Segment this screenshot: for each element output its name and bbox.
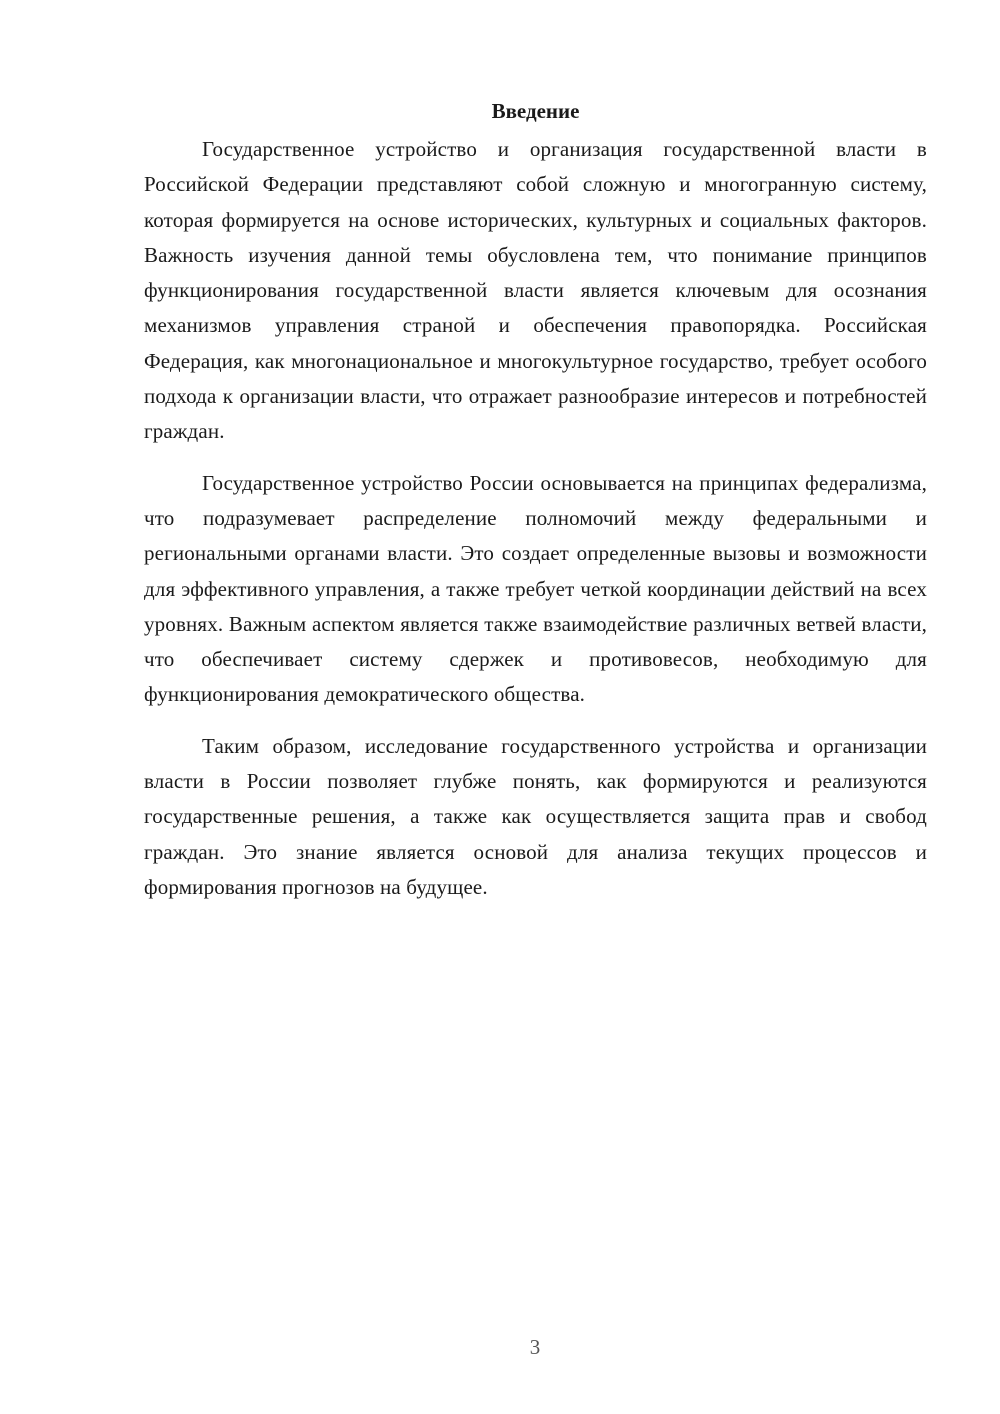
page-number: 3 bbox=[529, 1335, 541, 1359]
page-content bbox=[144, 96, 927, 921]
paragraph-3: Таким образом, исследование государственного устройства и организации власти в России позволяет глубже понять, как формируются и реализуются государственные решения, а также как осуществляется защита прав и свобод граждан. Это знание является основой для анализа текущих процессов и формирования прогнозов на будущее. bbox=[144, 733, 927, 899]
paragraph-2: Государственное устройство России основывается на принципах федерализма, что подразумевает распределение полномочий между федеральными и региональными органами власти. Это создает определенные вызовы и возможности для эффективного управления, а также требует четкой координации действий на всех уровнях. Важным аспектом является также взаимодействие различных ветвей власти, что обеспечивает систему сдержек и противовесов, необходимую для функционирования демократического общества. bbox=[144, 470, 927, 707]
paragraph-1: Государственное устройство и организация государственной власти в Российской Федерации представляют собой сложную и многогранную систему, которая формируется на основе исторических, культурных и социальных факторов. Важность изучения данной темы обусловлена тем, что понимание принципов функционирования государственной власти является ключевым для осознания механизмов управления страной и обеспечения правопорядка. Российская Федерация, как многонациональное и многокультурное государство, требует особого подхода к организации власти, что отражает разнообразие интересов и потребностей граждан. bbox=[144, 137, 927, 444]
section-heading: Введение bbox=[491, 99, 580, 123]
